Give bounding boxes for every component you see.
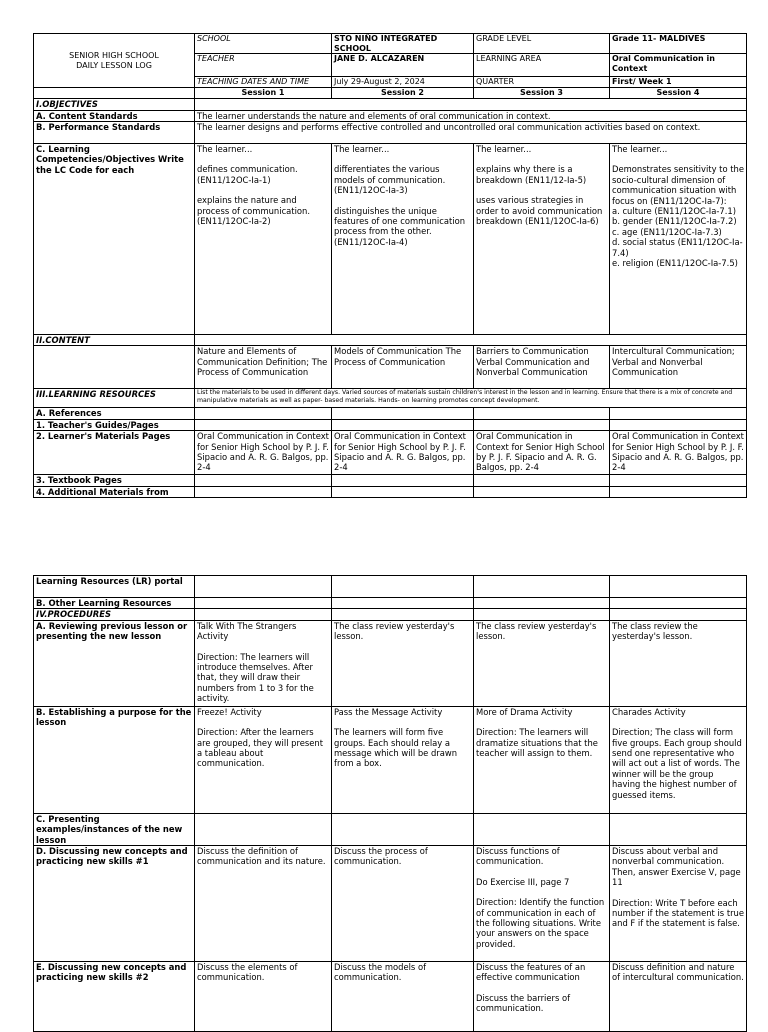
procedure-a-session-4: The class review the yesterday's lesson. — [610, 620, 747, 706]
other-resources-label: B. Other Learning Resources — [34, 598, 195, 609]
empty-cell — [195, 486, 332, 497]
content-label-blank — [34, 346, 195, 389]
empty-cell — [195, 609, 332, 620]
content-session-1: Nature and Elements of Communication Definition; The Process of Communication — [195, 346, 332, 389]
competency-text: distinguishes the unique features of one communication process from the other. (EN11/12OC-Ia-4) — [334, 205, 466, 247]
content-heading: II.CONTENT — [34, 335, 195, 346]
empty-cell — [332, 419, 474, 430]
procedure-a-session-1 — [195, 620, 332, 706]
empty-cell — [474, 475, 610, 486]
competency-text: defines communication. (EN11/12OC-Ia-1) — [197, 164, 298, 185]
empty-cell — [332, 408, 474, 419]
procedure-c-label: C. Presenting examples/instances of the new lesson — [34, 813, 195, 845]
procedure-b-session-2 — [332, 706, 474, 813]
learners-materials-label: 2. Learner's Materials Pages — [34, 431, 195, 475]
empty-cell — [610, 475, 747, 486]
empty-cell — [474, 419, 610, 430]
content-session-3: Barriers to Communication Verbal Communication and Nonverbal Communication — [474, 346, 610, 389]
empty-cell — [610, 576, 747, 598]
procedure-a-label: A. Reviewing previous lesson or presenting the new lesson — [34, 620, 195, 706]
procedure-text: Pass the Message Activity — [334, 706, 443, 717]
school-label: SCHOOL — [195, 34, 332, 54]
header-title-line2: DAILY LESSON LOG — [76, 60, 152, 70]
grade-value: Grade 11- MALDIVES — [610, 34, 747, 54]
empty-cell — [332, 609, 474, 620]
empty-cell — [332, 598, 474, 609]
resources-note: List the materials to be used in different days. Varied sources of materials sustain children's interest in the lesson and in learning. Ensure that there is a mix of concrete and manipulative materials as well as paper- based materials. Hands- on learning promotes concept development. — [195, 389, 747, 408]
empty-cell — [474, 486, 610, 497]
empty-cell — [195, 475, 332, 486]
references-label: A. References — [34, 408, 195, 419]
competencies-label: C. Learning Competencies/Objectives Write the LC Code for each — [34, 144, 195, 335]
content-standards-label: A. Content Standards — [34, 110, 195, 121]
lr-portal-label: Learning Resources (LR) portal — [34, 576, 195, 598]
competency-text: Demonstrates sensitivity to the socio-cultural dimension of communication situation with focus on (EN11/12OC-Ia-7): a. culture (EN11/12OC-Ia-7.1) b. gender (EN11/12OC-Ia-7.2) c. age (EN11/12OC-Ia-7.3) d. social status (EN11/12OC-Ia-7.4) e. religion (EN11/12OC-Ia-7.5) — [612, 164, 745, 269]
procedure-d-session-4 — [610, 846, 747, 962]
teachers-guide-label: 1. Teacher's Guides/Pages — [34, 419, 195, 430]
procedure-text: Do Exercise III, page 7 — [476, 876, 570, 887]
procedure-text: Direction: The learners will introduce themselves. After that, they will draw their numbers from 1 to 3 for the activity. — [197, 651, 314, 704]
competency-text: The learner... — [334, 144, 390, 154]
learners-materials-session-1: Oral Communication in Context for Senior High School by P. J. F. Sipacio and A. R. G. Balgos, pp. 2-4 — [195, 431, 332, 475]
procedure-text: Discuss the features of an effective communication — [476, 962, 586, 983]
competency-text: The learner... — [197, 144, 253, 154]
additional-materials-label: 4. Additional Materials from — [34, 486, 195, 497]
objectives-blank — [195, 99, 747, 110]
area-label: LEARNING AREA — [474, 54, 610, 77]
procedure-text: More of Drama Activity — [476, 706, 573, 717]
empty-cell — [610, 408, 747, 419]
procedure-d-session-1: Discuss the definition of communication and its nature. — [195, 846, 332, 962]
competency-text: differentiates the various models of communication. (EN11/12OC-Ia-3) — [334, 164, 446, 196]
resources-heading: III.LEARNING RESOURCES — [34, 389, 195, 408]
empty-cell — [610, 598, 747, 609]
procedure-text: Freeze! Activity — [197, 706, 262, 717]
competencies-session-4 — [610, 144, 747, 335]
empty-cell — [332, 475, 474, 486]
performance-standards-text: The learner designs and performs effective controlled and uncontrolled oral communication activities based on context. — [195, 122, 747, 144]
procedure-e-session-2: Discuss the models of communication. — [332, 962, 474, 1032]
area-value: Oral Communication in Context — [610, 54, 747, 77]
lesson-log-page1 — [33, 33, 747, 498]
procedure-text: Discuss the barriers of communication. — [476, 992, 571, 1014]
empty-cell — [610, 609, 747, 620]
procedure-text: Discuss about verbal and nonverbal communication. Then, answer Exercise V, page 11 — [612, 846, 741, 888]
empty-cell — [195, 576, 332, 598]
procedure-text: Direction; The class will form five groups. Each group should send one representative who will act out a list of words. The winner will be the group having the highest number of guessed items. — [612, 727, 742, 800]
competencies-session-3 — [474, 144, 610, 335]
procedure-text: Direction: After the learners are grouped, they will present a tableau about communication. — [197, 727, 324, 769]
procedures-heading: IV.PROCEDURES — [34, 609, 195, 620]
session-header-2: Session 2 — [332, 88, 474, 99]
competency-text: explains the nature and process of communication. (EN11/12OC-Ia-2) — [197, 195, 311, 227]
procedure-e-session-4: Discuss definition and nature of intercultural communication. — [610, 962, 747, 1032]
procedure-d-session-3 — [474, 846, 610, 962]
procedure-text: Direction: Identify the function of communication in each of the following situations. Write your answers on the space provided. — [476, 897, 605, 949]
empty-cell — [195, 598, 332, 609]
empty-cell — [332, 813, 474, 845]
procedure-text: Charades Activity — [612, 706, 686, 717]
empty-cell — [474, 609, 610, 620]
procedure-b-session-1 — [195, 706, 332, 813]
school-value: STO NIÑO INTEGRATED SCHOOL — [332, 34, 474, 54]
content-session-4: Intercultural Communication; Verbal and Nonverbal Communication — [610, 346, 747, 389]
empty-cell — [474, 576, 610, 598]
empty-cell — [610, 813, 747, 845]
dates-value: July 29-August 2, 2024 — [332, 77, 474, 88]
competency-text: uses various strategies in order to avoid communication breakdown (EN11/12OC-Ia-6) — [476, 195, 603, 227]
procedure-e-label: E. Discussing new concepts and practicing new skills #2 — [34, 962, 195, 1032]
procedure-e-session-1: Discuss the elements of communication. — [195, 962, 332, 1032]
procedure-a-session-2: The class review yesterday's lesson. — [332, 620, 474, 706]
procedure-b-session-3 — [474, 706, 610, 813]
objectives-heading: I.OBJECTIVES — [34, 99, 195, 110]
session-header-blank — [34, 88, 195, 99]
empty-cell — [474, 408, 610, 419]
header-title-line1: SENIOR HIGH SCHOOL — [69, 51, 159, 60]
session-header-1: Session 1 — [195, 88, 332, 99]
empty-cell — [195, 813, 332, 845]
procedure-text: Direction: The learners will dramatize situations that the teacher will assign to them. — [476, 727, 598, 759]
procedure-e-session-3 — [474, 962, 610, 1032]
empty-cell — [332, 486, 474, 497]
empty-cell — [610, 419, 747, 430]
performance-standards-label: B. Performance Standards — [34, 122, 195, 144]
procedure-text: Talk With The Strangers Activity — [197, 620, 297, 642]
quarter-value: First/ Week 1 — [610, 77, 747, 88]
procedure-b-session-4 — [610, 706, 747, 813]
competency-text: The learner... — [476, 144, 532, 154]
dates-label: TEACHING DATES AND TIME — [195, 77, 332, 88]
session-header-4: Session 4 — [610, 88, 747, 99]
empty-cell — [474, 813, 610, 845]
lesson-log-page2 — [33, 575, 747, 1032]
grade-label: GRADE LEVEL — [474, 34, 610, 54]
empty-cell — [332, 576, 474, 598]
empty-cell — [474, 598, 610, 609]
procedure-b-label: B. Establishing a purpose for the lesson — [34, 706, 195, 813]
header-title — [34, 34, 195, 88]
competency-text: explains why there is a breakdown (EN11/12-Ia-5) — [476, 164, 587, 185]
teacher-label: TEACHER — [195, 54, 332, 77]
empty-cell — [195, 419, 332, 430]
content-session-2: Models of Communication The Process of Communication — [332, 346, 474, 389]
content-standards-text: The learner understands the nature and elements of oral communication in context. — [195, 110, 747, 121]
textbook-pages-label: 3. Textbook Pages — [34, 475, 195, 486]
quarter-label: QUARTER — [474, 77, 610, 88]
procedure-text: Discuss functions of communication. — [476, 846, 560, 867]
session-header-3: Session 3 — [474, 88, 610, 99]
learners-materials-session-3: Oral Communication in Context for Senior High School by P. J. F. Sipacio and A. R. G. Balgos, pp. 2-4 — [474, 431, 610, 475]
learners-materials-session-4: Oral Communication in Context for Senior High School by P. J. F. Sipacio and A. R. G. Balgos, pp. 2-4 — [610, 431, 747, 475]
procedure-d-session-2: Discuss the process of communication. — [332, 846, 474, 962]
teacher-value: JANE D. ALCAZAREN — [332, 54, 474, 77]
competencies-session-2 — [332, 144, 474, 335]
procedure-text: The learners will form five groups. Each should relay a message which will be drawn from a box. — [334, 727, 458, 769]
competency-text: The learner... — [612, 144, 668, 154]
procedure-d-label: D. Discussing new concepts and practicing new skills #1 — [34, 846, 195, 962]
competencies-session-1 — [195, 144, 332, 335]
empty-cell — [610, 486, 747, 497]
procedure-text: Direction: Write T before each number if the statement is true and F if the statement is false. — [612, 897, 745, 929]
empty-cell — [195, 408, 332, 419]
content-blank — [195, 335, 747, 346]
learners-materials-session-2: Oral Communication in Context for Senior High School by P. J. F. Sipacio and A. R. G. Balgos, pp. 2-4 — [332, 431, 474, 475]
procedure-a-session-3: The class review yesterday's lesson. — [474, 620, 610, 706]
